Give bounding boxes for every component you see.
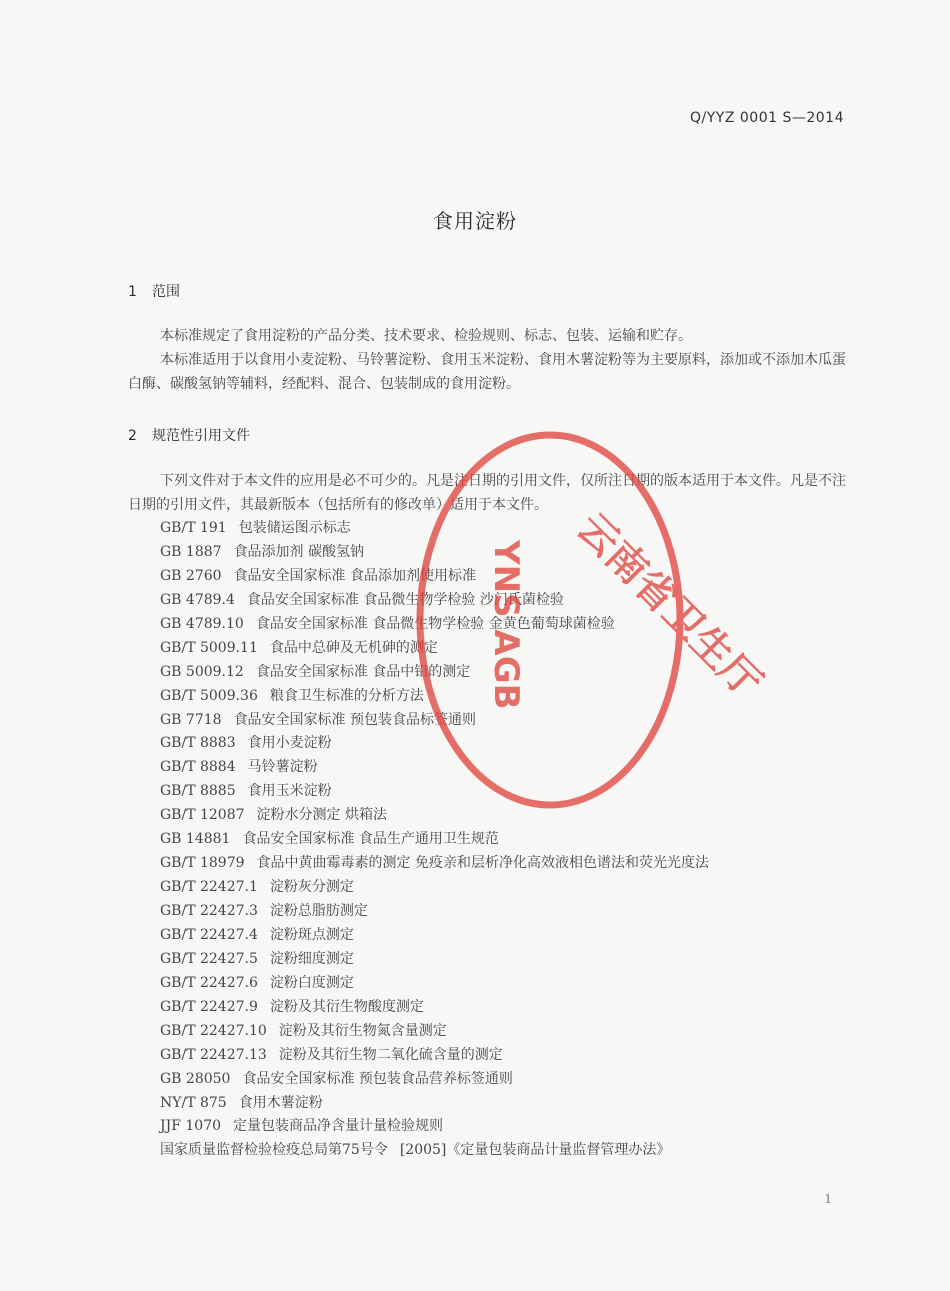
section-2-heading — [128, 425, 250, 445]
reference-item — [160, 852, 860, 876]
reference-title: [2005]《定量包装商品计量监督管理办法》 — [399, 1142, 671, 1159]
reference-code: JJF 1070 — [160, 1118, 222, 1135]
reference-title: 食品安全国家标准 食品中铅的测定 — [255, 663, 471, 680]
reference-item — [160, 900, 860, 924]
reference-item — [160, 732, 860, 756]
reference-code: GB/T 5009.36 — [160, 687, 258, 704]
reference-item — [160, 541, 860, 565]
reference-code: 国家质量监督检验检疫总局第75号令 — [160, 1142, 388, 1159]
reference-code: GB/T 22427.6 — [160, 974, 258, 991]
reference-item — [160, 756, 860, 780]
reference-code: GB/T 22427.4 — [160, 926, 258, 943]
reference-title: 食品安全国家标准 预包装食品标签通则 — [233, 711, 477, 728]
reference-item — [160, 924, 860, 948]
reference-title: 食用小麦淀粉 — [247, 735, 332, 752]
reference-code: GB/T 8885 — [160, 783, 236, 800]
reference-code: GB 4789.10 — [160, 615, 244, 632]
section-title: 规范性引用文件 — [152, 428, 250, 444]
reference-code: GB/T 22427.5 — [160, 950, 258, 967]
reference-item — [160, 517, 860, 541]
reference-code: GB/T 22427.10 — [160, 1022, 267, 1039]
reference-item — [160, 1092, 860, 1116]
reference-item — [160, 589, 860, 613]
reference-code: GB/T 12087 — [160, 807, 245, 824]
reference-item — [160, 876, 860, 900]
reference-title: 淀粉白度测定 — [269, 974, 354, 991]
reference-item — [160, 1068, 860, 1092]
reference-title: 食品安全国家标准 食品生产通用卫生规范 — [242, 831, 499, 848]
reference-item — [160, 637, 860, 661]
reference-item — [160, 972, 860, 996]
reference-title: 粮食卫生标准的分析方法 — [269, 687, 424, 704]
reference-item — [160, 948, 860, 972]
reference-title: 淀粉总脂肪测定 — [269, 903, 368, 919]
reference-item — [160, 1115, 860, 1139]
reference-title: 食用玉米淀粉 — [247, 783, 332, 800]
reference-code: GB/T 18979 — [160, 855, 245, 872]
reference-title: 定量包装商品净含量计量检验规则 — [233, 1118, 444, 1135]
section-title: 范围 — [152, 284, 180, 300]
reference-code: GB 2760 — [160, 567, 222, 584]
reference-title: 淀粉及其衍生物氮含量测定 — [278, 1022, 447, 1039]
reference-code: GB/T 8883 — [160, 735, 236, 752]
reference-list — [160, 517, 860, 1163]
reference-item — [160, 1020, 860, 1044]
reference-title: 食品安全国家标准 食品微生物学检验 沙门氏菌检验 — [246, 591, 564, 608]
scope-paragraph-1: 本标准规定了食用淀粉的产品分类、技术要求、检验规则、标志、包装、运输和贮存。 — [160, 328, 692, 344]
reference-title: 淀粉水分测定 烘箱法 — [256, 807, 387, 824]
reference-code: GB 28050 — [160, 1070, 231, 1087]
reference-item — [160, 828, 860, 852]
reference-title: 淀粉及其衍生物酸度测定 — [269, 998, 424, 1015]
reference-title: 淀粉灰分测定 — [269, 879, 354, 896]
reference-code: GB 7718 — [160, 711, 222, 728]
references-intro-paragraph: 下列文件对于本文件的应用是必不可少的。凡是注日期的引用文件，仅所注日期的版本适用于本文件。凡是不注日期的引用文件，其最新版本（包括所有的修改单）适用于本文件。 — [128, 473, 846, 513]
reference-item — [160, 685, 860, 709]
reference-title: 淀粉斑点测定 — [269, 926, 354, 943]
reference-code: GB/T 22427.1 — [160, 879, 258, 896]
page-number: 1 — [824, 1192, 832, 1206]
reference-title: 马铃薯淀粉 — [247, 759, 318, 776]
reference-title: 食用木薯淀粉 — [238, 1094, 323, 1111]
document-code: Q/YYZ 0001 S—2014 — [690, 110, 844, 126]
seal-lettering-vertical: YNS AGB — [486, 540, 526, 710]
reference-code: GB/T 191 — [160, 520, 227, 536]
reference-item — [160, 804, 860, 828]
seal-lettering-top: 云南省卫生厅 — [567, 504, 771, 707]
reference-title: 食品安全国家标准 食品添加剂使用标准 — [233, 567, 477, 584]
reference-item — [160, 996, 860, 1020]
reference-code: GB 4789.4 — [160, 591, 235, 608]
reference-title: 包装储运图示标志 — [238, 520, 351, 536]
reference-code: GB/T 8884 — [160, 759, 236, 776]
reference-item — [160, 780, 860, 804]
reference-code: GB/T 22427.3 — [160, 903, 258, 919]
reference-code: GB/T 5009.11 — [160, 639, 258, 656]
reference-title: 食品中总砷及无机砷的测定 — [269, 639, 438, 656]
reference-code: NY/T 875 — [160, 1094, 227, 1111]
reference-code: GB/T 22427.13 — [160, 1046, 267, 1063]
reference-item — [160, 1139, 860, 1163]
reference-title: 食品安全国家标准 预包装食品营养标签通则 — [242, 1070, 513, 1087]
reference-code: GB 1887 — [160, 543, 222, 560]
scope-paragraph-2: 本标准适用于以食用小麦淀粉、马铃薯淀粉、食用玉米淀粉、食用木薯淀粉等为主要原料，添加或不添加木瓜蛋白酶、碳酸氢钠等辅料，经配料、混合、包装制成的食用淀粉。 — [128, 352, 846, 392]
section-number: 2 — [128, 428, 137, 444]
document-title: 食用淀粉 — [433, 209, 517, 233]
reference-item — [160, 661, 860, 685]
reference-code: GB 5009.12 — [160, 663, 244, 680]
reference-item — [160, 709, 860, 733]
reference-item — [160, 565, 860, 589]
reference-title: 食品安全国家标准 食品微生物学检验 金黄色葡萄球菌检验 — [255, 615, 615, 632]
reference-item — [160, 613, 860, 637]
reference-item — [160, 1044, 860, 1068]
reference-title: 淀粉及其衍生物二氧化硫含量的测定 — [278, 1046, 503, 1063]
reference-title: 淀粉细度测定 — [269, 950, 354, 967]
reference-code: GB/T 22427.9 — [160, 998, 258, 1015]
section-number: 1 — [128, 284, 137, 300]
reference-title: 食品中黄曲霉毒素的测定 免疫亲和层析净化高效液相色谱法和荧光光度法 — [256, 855, 709, 872]
reference-code: GB 14881 — [160, 831, 231, 848]
reference-title: 食品添加剂 碳酸氢钠 — [233, 543, 365, 560]
section-1-heading — [128, 281, 180, 301]
